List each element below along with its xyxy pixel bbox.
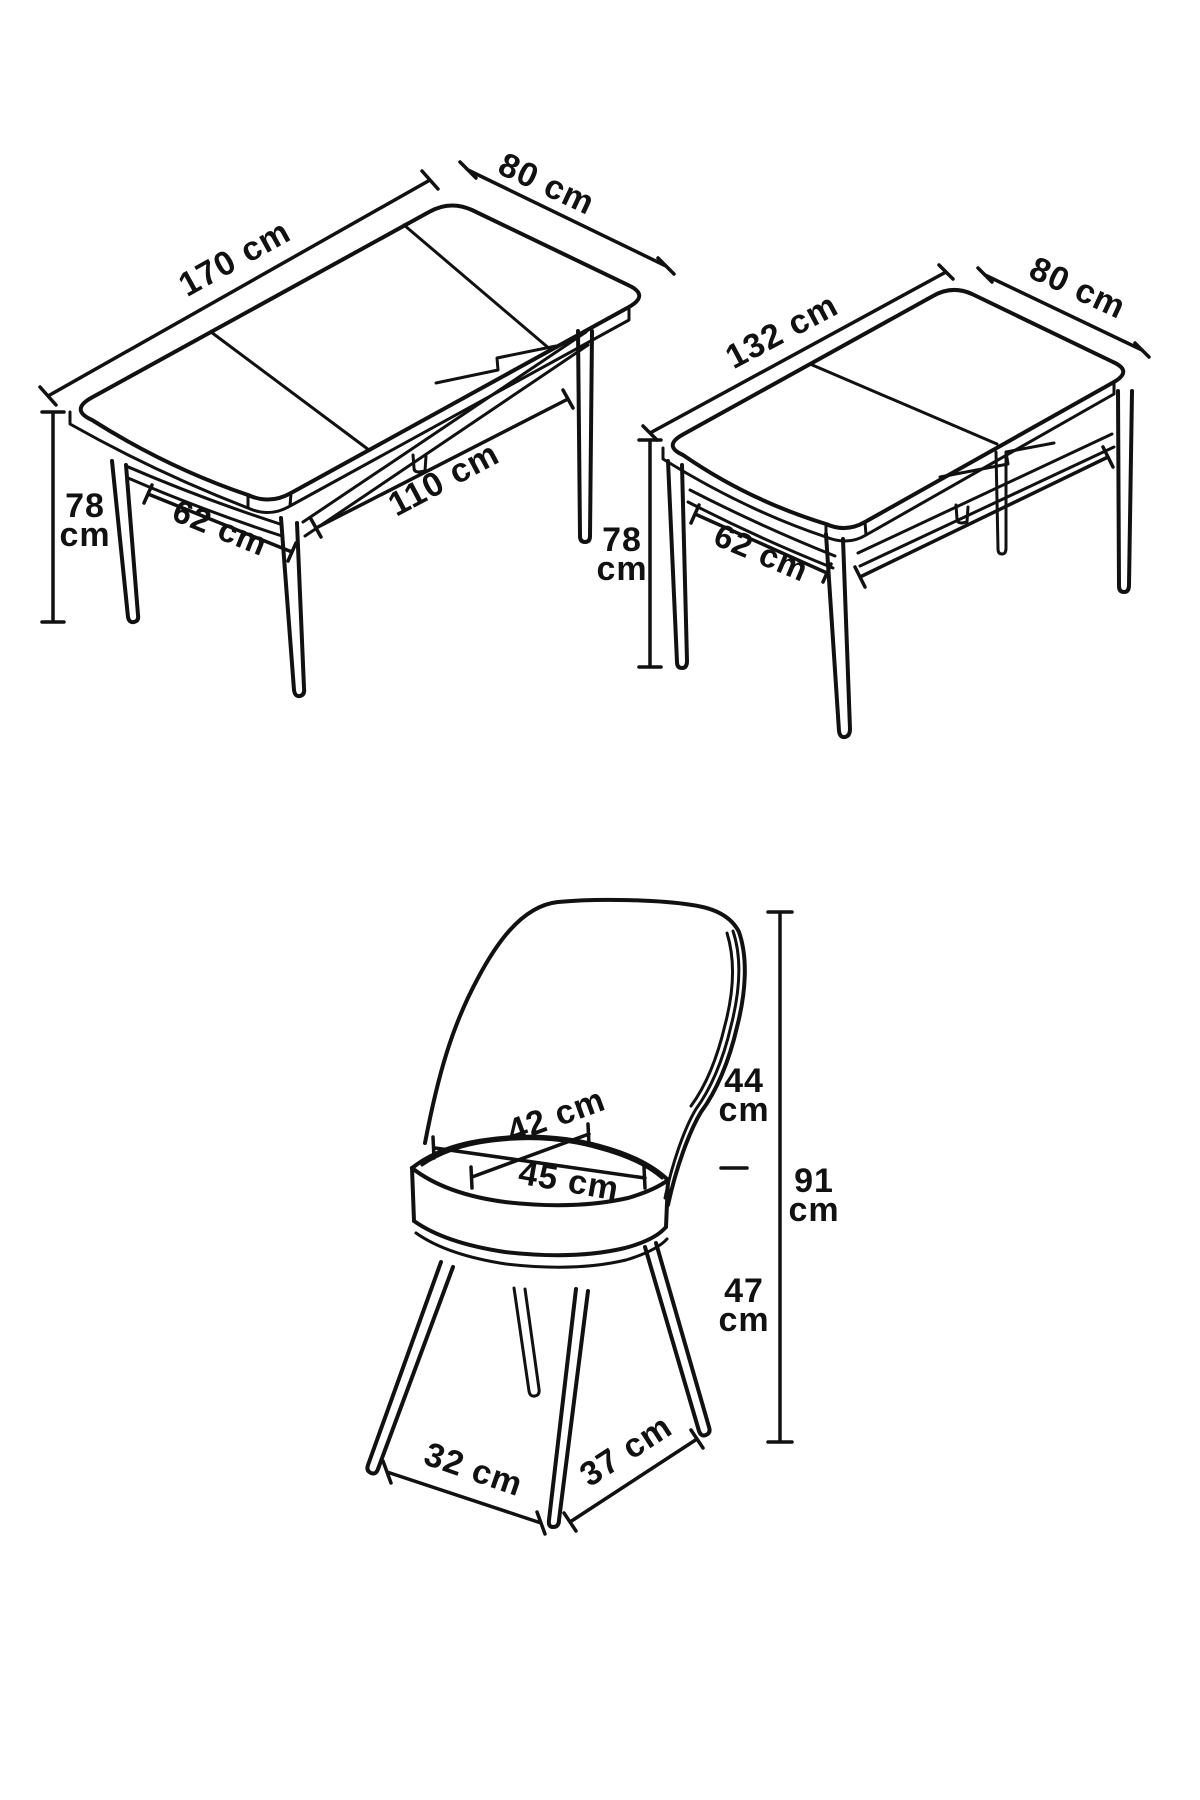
chair-leg-back-left (514, 1288, 539, 1396)
table-extended-height-value: 78 (65, 487, 105, 525)
table-closed-height-dimension (596, 440, 661, 667)
table-extended-leg-right (578, 331, 592, 542)
table-closed-width-label: 80 cm (1023, 249, 1132, 327)
table-closed-length-label: 132 cm (719, 286, 845, 377)
table-extended-length-label: 170 cm (172, 212, 297, 305)
table-extended-width-label: 80 cm (492, 145, 601, 223)
table-extended-leaf-seam-2 (404, 225, 551, 350)
chair-seat-height-value: 47 (724, 1272, 764, 1310)
table-extended-leg-span-label: 110 cm (382, 434, 506, 525)
chair-back-height-unit: cm (718, 1091, 770, 1129)
table-closed-height-unit: cm (596, 550, 648, 588)
table-extended-leg-front-left (112, 461, 138, 622)
chair-backrest (425, 900, 745, 1205)
table-closed-height-value: 78 (602, 521, 642, 559)
table-closed-drawing (596, 249, 1149, 737)
chair-front-leg-span-label: 32 cm (419, 1435, 528, 1505)
table-closed-top (673, 290, 1124, 528)
table-closed-leg-back (996, 452, 1006, 554)
chair-side-leg-span-dimension (564, 1407, 703, 1531)
table-extended-height-dimension (42, 412, 111, 622)
chair-drawing (367, 900, 839, 1534)
chair-leg-back-right (645, 1243, 710, 1436)
table-extended-leg-inset-label: 62 cm (167, 491, 273, 563)
table-extended-length-dimension (40, 171, 438, 405)
table-closed-length-dimension (643, 265, 953, 440)
table-extended-drawing (40, 145, 674, 696)
table-extended-height-unit: cm (59, 516, 111, 554)
chair-front-leg-span-dimension (383, 1435, 545, 1534)
chair-total-height-value: 91 (794, 1162, 834, 1200)
table-closed-leaf-seam (810, 364, 997, 444)
chair-seat-height-unit: cm (718, 1301, 770, 1339)
chair-back-height-value: 44 (724, 1062, 764, 1100)
chair-leg-front-right (549, 1289, 588, 1527)
table-closed-leg-front-left (668, 461, 687, 668)
chair-seat-width-label: 42 cm (502, 1080, 611, 1151)
table-closed-leg-back-right (1118, 391, 1132, 592)
chair-total-height-unit: cm (788, 1191, 840, 1229)
table-extended-leg-front-middle (281, 518, 304, 696)
table-closed-leg-inset-label: 62 cm (708, 516, 815, 589)
chair-side-leg-span-label: 37 cm (573, 1407, 679, 1495)
chair-seat-depth-label: 45 cm (515, 1153, 623, 1209)
chair-seat-depth-dimension (433, 1137, 645, 1209)
table-closed-width-dimension (978, 249, 1149, 357)
table-extended-leaf-seam-1 (211, 332, 369, 450)
